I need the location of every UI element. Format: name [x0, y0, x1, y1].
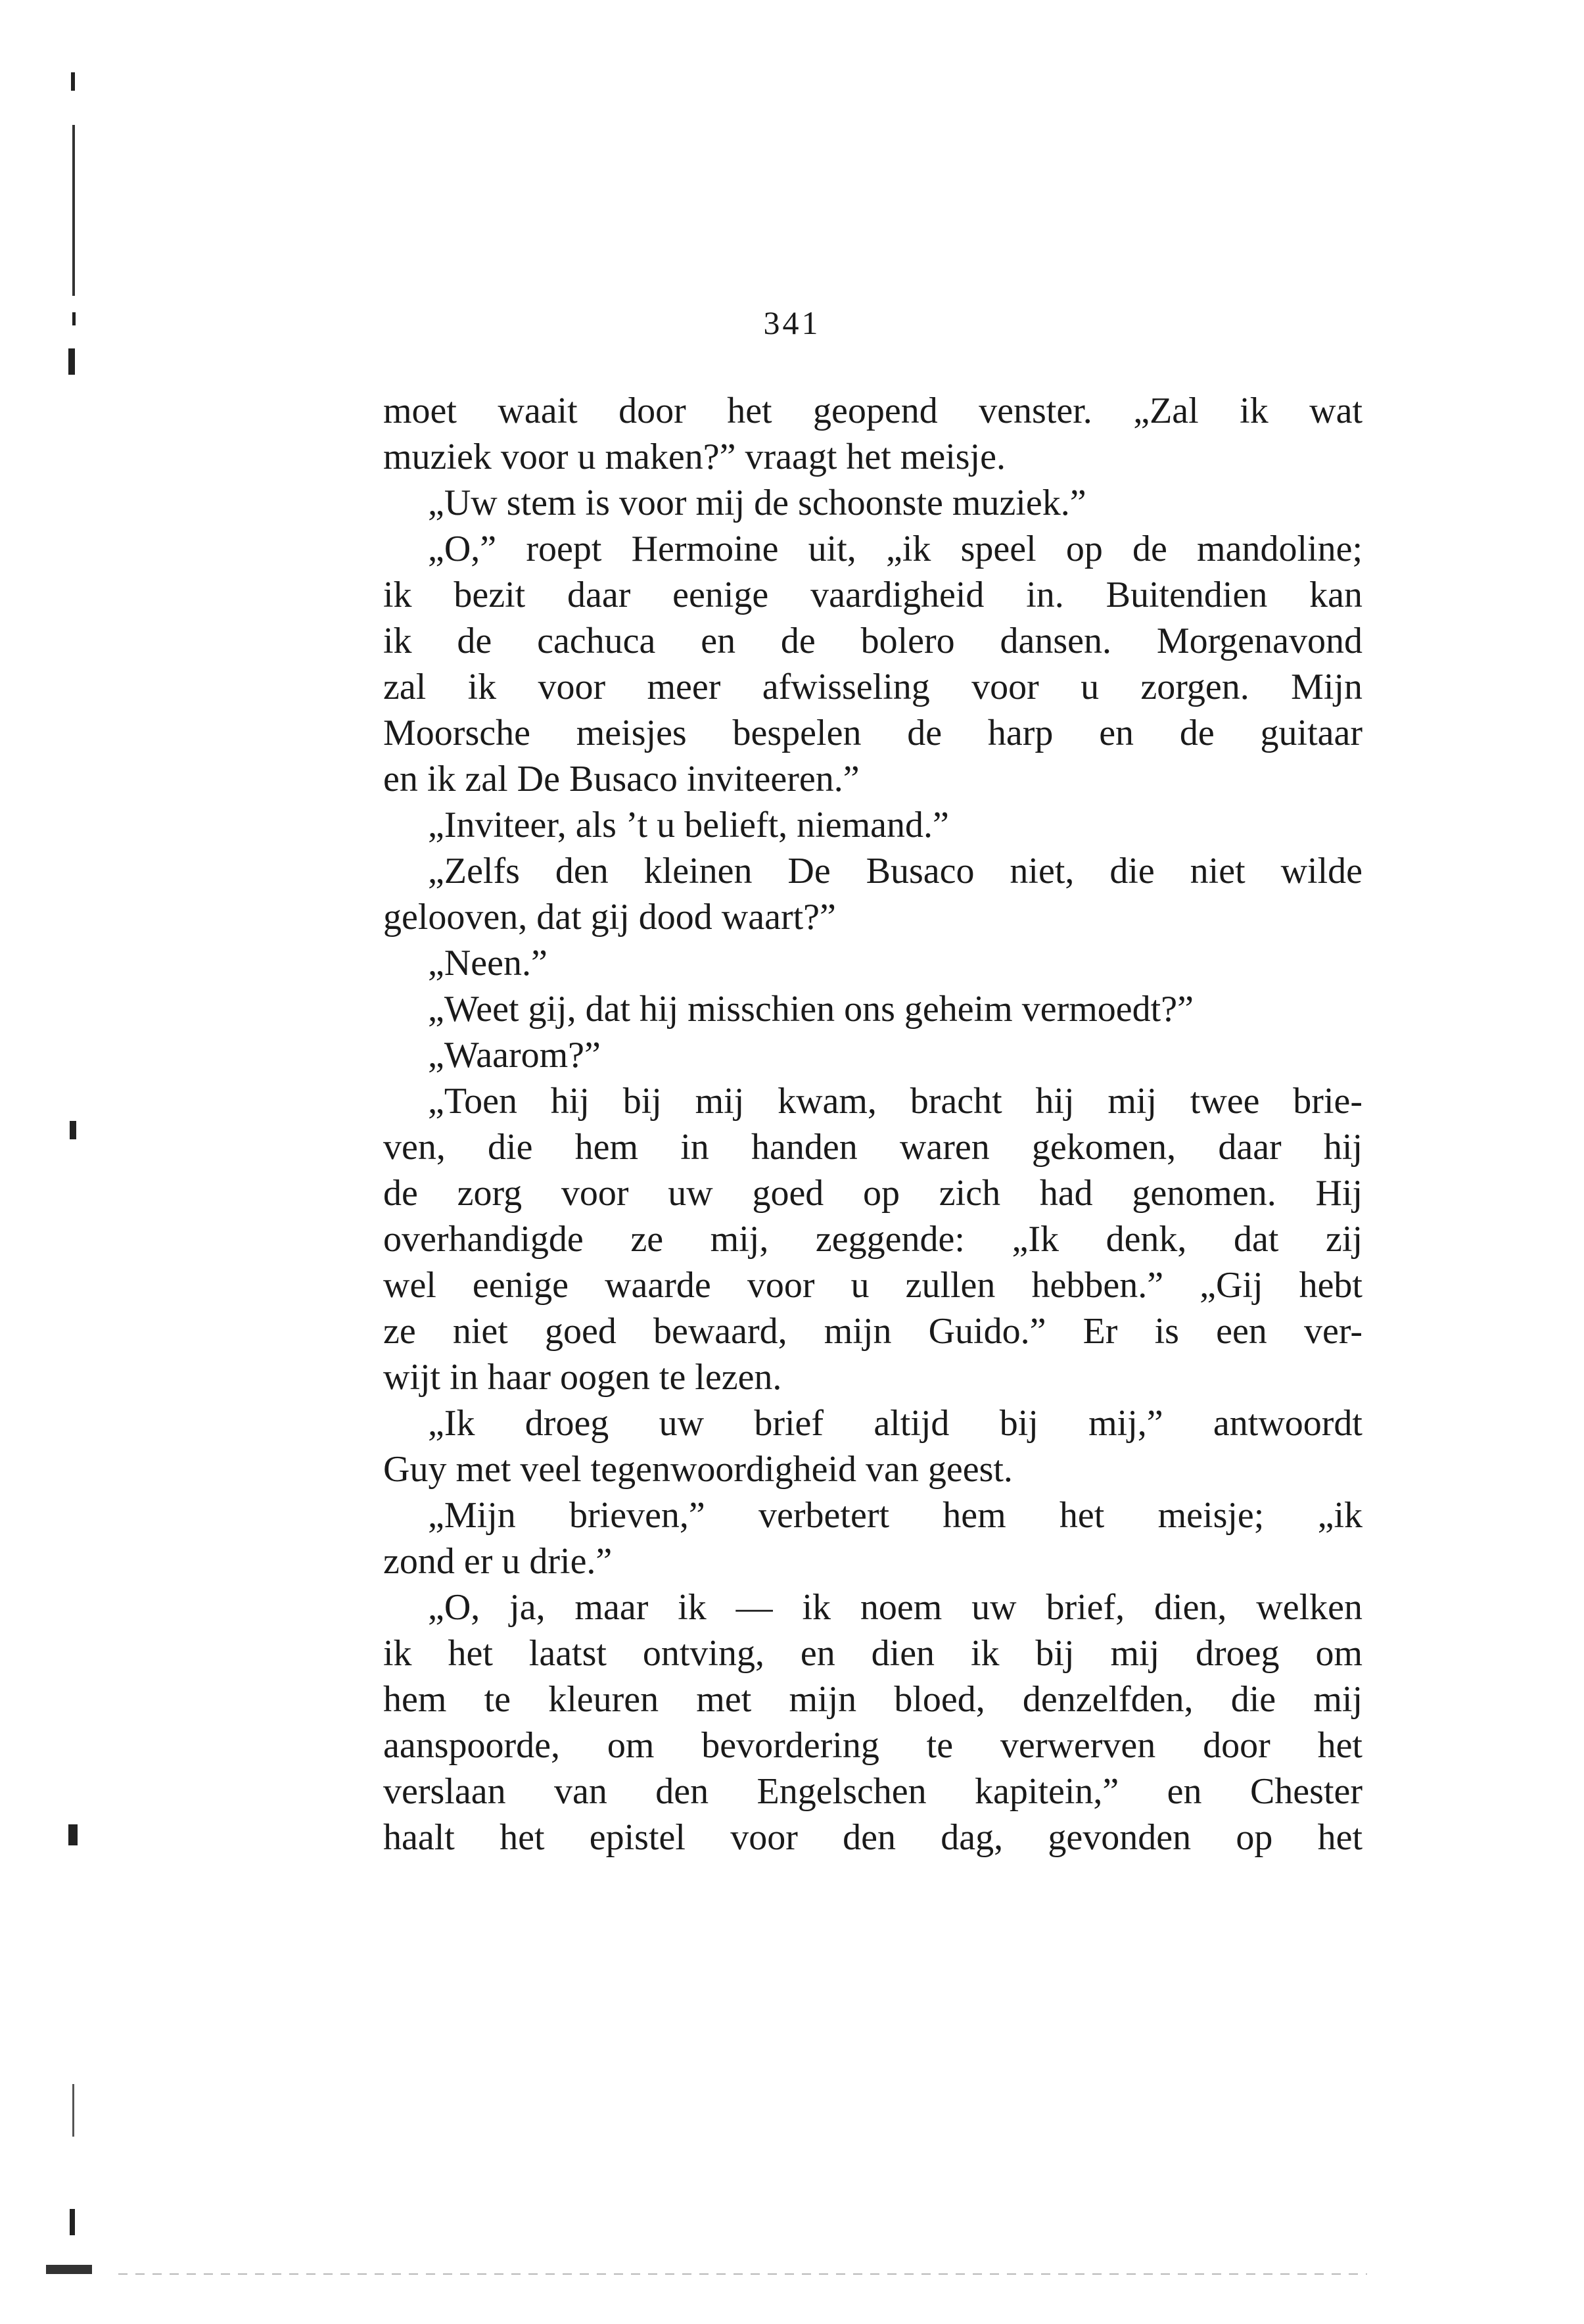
scan-mark: [70, 2209, 75, 2235]
text-line: aanspoorde, om bevordering te verwerven door het: [383, 1725, 1363, 1766]
text-line: ze niet goed bewaard, mijn Guido.” Er is een ver-: [383, 1311, 1363, 1352]
text-line: moet waait door het geopend venster. „Zal ik wat: [383, 391, 1363, 431]
text-line: overhandigde ze mij, zeggende: „Ik denk, dat zij: [383, 1219, 1363, 1260]
text-line: haalt het epistel voor den dag, gevonden op het: [383, 1817, 1363, 1858]
text-line: hem te kleuren met mijn bloed, denzelfden, die mij: [383, 1679, 1363, 1720]
scan-mark: [72, 2084, 74, 2137]
text-line: „Waarom?”: [428, 1035, 601, 1076]
text-line: „Neen.”: [428, 943, 547, 984]
text-line: ven, die hem in handen waren gekomen, daar hij: [383, 1127, 1363, 1168]
text-line: zal ik voor meer afwisseling voor u zorgen. Mijn: [383, 667, 1363, 707]
text-line: ik de cachuca en de bolero dansen. Morgenavond: [383, 621, 1363, 661]
text-line: „Inviteer, als ’t u belieft, niemand.”: [428, 805, 949, 845]
text-line: „Mijn brieven,” verbetert hem het meisje; „ik: [428, 1495, 1363, 1536]
scan-mark: [72, 312, 76, 325]
scan-mark: [72, 125, 75, 296]
scan-mark: [71, 72, 75, 91]
text-line: „O, ja, maar ik — ik noem uw brief, dien, welken: [428, 1587, 1363, 1628]
text-line: „Zelfs den kleinen De Busaco niet, die niet wilde: [428, 851, 1363, 891]
text-line: „Weet gij, dat hij misschien ons geheim vermoedt?”: [428, 989, 1194, 1030]
text-line: wijt in haar oogen te lezen.: [383, 1357, 782, 1398]
scan-mark: [46, 2265, 92, 2274]
scan-mark: [68, 348, 75, 375]
text-line: „Toen hij bij mij kwam, bracht hij mij twee brie-: [428, 1081, 1363, 1122]
text-line: verslaan van den Engelschen kapitein,” en Chester: [383, 1771, 1363, 1812]
text-line: „Uw stem is voor mij de schoonste muziek.”: [428, 483, 1086, 523]
body-text: [383, 388, 1363, 1861]
page-number: 341: [763, 304, 821, 341]
text-line: ik het laatst ontving, en dien ik bij mij droeg om: [383, 1633, 1363, 1674]
text-line: en ik zal De Busaco inviteeren.”: [383, 759, 860, 799]
text-line: Guy met veel tegenwoordigheid van geest.: [383, 1449, 1013, 1490]
text-line: muziek voor u maken?” vraagt het meisje.: [383, 437, 1006, 477]
scan-mark: [70, 1121, 76, 1139]
text-line: gelooven, dat gij dood waart?”: [383, 897, 836, 937]
text-line: „O,” roept Hermoine uit, „ik speel op de mandoline;: [428, 529, 1363, 569]
text-line: de zorg voor uw goed op zich had genomen. Hij: [383, 1173, 1363, 1214]
text-line: ik bezit daar eenige vaardigheid in. Buitendien kan: [383, 575, 1363, 615]
scan-mark: [68, 1824, 78, 1845]
text-line: Moorsche meisjes bespelen de harp en de guitaar: [383, 713, 1363, 753]
text-line: zond er u drie.”: [383, 1541, 613, 1582]
text-line: wel eenige waarde voor u zullen hebben.” „Gij hebt: [383, 1265, 1363, 1306]
scan-edge: [118, 2273, 1367, 2275]
text-line: „Ik droeg uw brief altijd bij mij,” antwoordt: [428, 1403, 1363, 1444]
